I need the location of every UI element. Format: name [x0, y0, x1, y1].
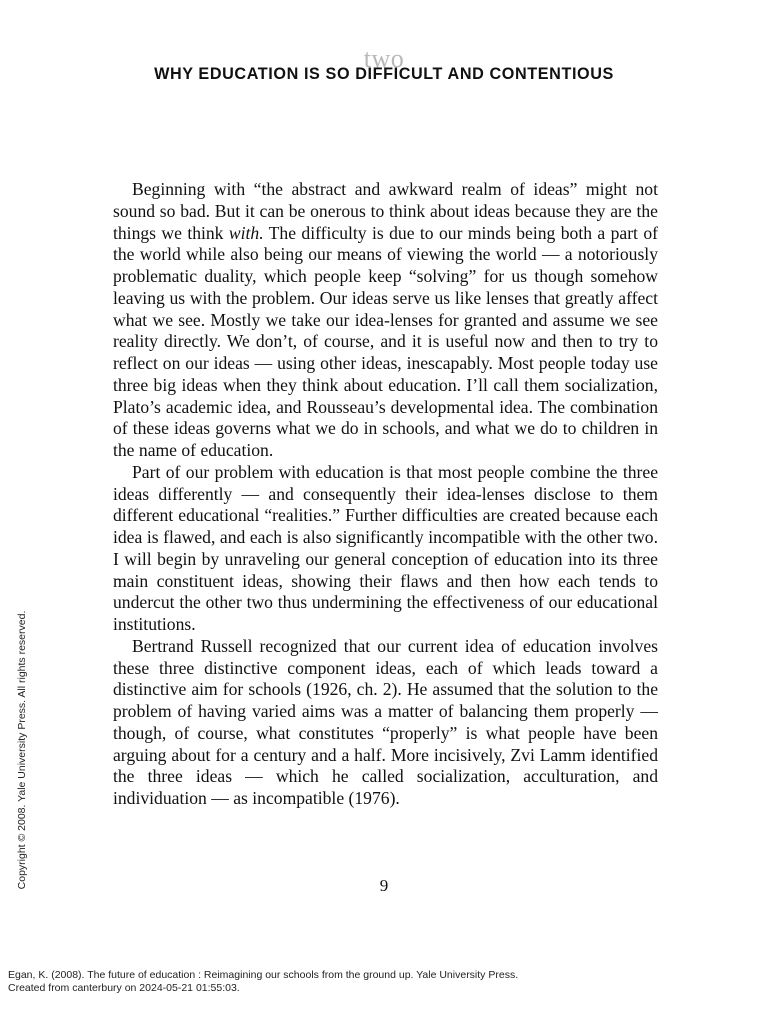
emphasis-with: with.	[228, 222, 264, 243]
paragraph-1-part-2: The difficulty is due to our minds being both a part of the world while also being our means of viewing the world — a notoriously problematic duality, which people keep “solving” for us though somehow leaving us with the problem. Our ideas serve us like lenses that greatly affect what we see. Mostly we take our idea-lenses for granted and assume we see reality directly. We don’t, of course, and it is useful now and then to try to reflect on our ideas — using other ideas, inescapably. Most people today use three big ideas when they think about education. I’ll call them socialization, Plato’s academic idea, and Rousseau’s developmental idea. The combination of these ideas governs what we do in schools, and what we do to children in the name of education.	[113, 222, 658, 460]
paragraph-2: Part of our problem with education is that most people combine the three ideas differently — and consequently their idea-lenses disclose to them different educational “realities.” Further difficulties are created because each idea is flawed, and each is also significantly incompatible with the other two. I will begin by unraveling our general conception of education into its three main constituent ideas, showing their flaws and then how each tends to undercut the other two thus undermining the effectiveness of our educational institutions.	[113, 461, 658, 634]
page-number: 9	[379, 876, 389, 895]
body-text	[113, 179, 658, 810]
paragraph-1-part-1: Beginning with “the abstract and awkward realm of ideas” might not sound so bad. But it can be onerous to think about ideas because they are the things we think	[113, 179, 658, 243]
copyright-notice: Copyright © 2008. Yale University Press. All rights reserved.	[16, 610, 28, 890]
citation-line-1: Egan, K. (2008). The future of education : Reimagining our schools from the ground up. Yale University Press.	[8, 969, 519, 981]
paragraph-3: Bertrand Russell recognized that our current idea of education involves these three distinctive component ideas, each of which leads toward a distinctive aim for schools (1926, ch. 2). He assumed that the solution to the problem of having varied aims was a matter of balancing them properly — though, of course, what constitutes “properly” is what people have been arguing about for a century and a half. More incisively, Zvi Lamm identified the three ideas — which he called socialization, acculturation, and individuation — as incompatible (1976).	[113, 635, 658, 808]
citation-footer	[8, 969, 518, 994]
chapter-title: WHY EDUCATION IS SO DIFFICULT AND CONTENTIOUS	[154, 65, 614, 83]
chapter-number: two	[363, 44, 405, 73]
citation-line-2: Created from canterbury on 2024-05-21 01:55:03.	[8, 981, 240, 994]
paragraph-1	[113, 179, 658, 462]
